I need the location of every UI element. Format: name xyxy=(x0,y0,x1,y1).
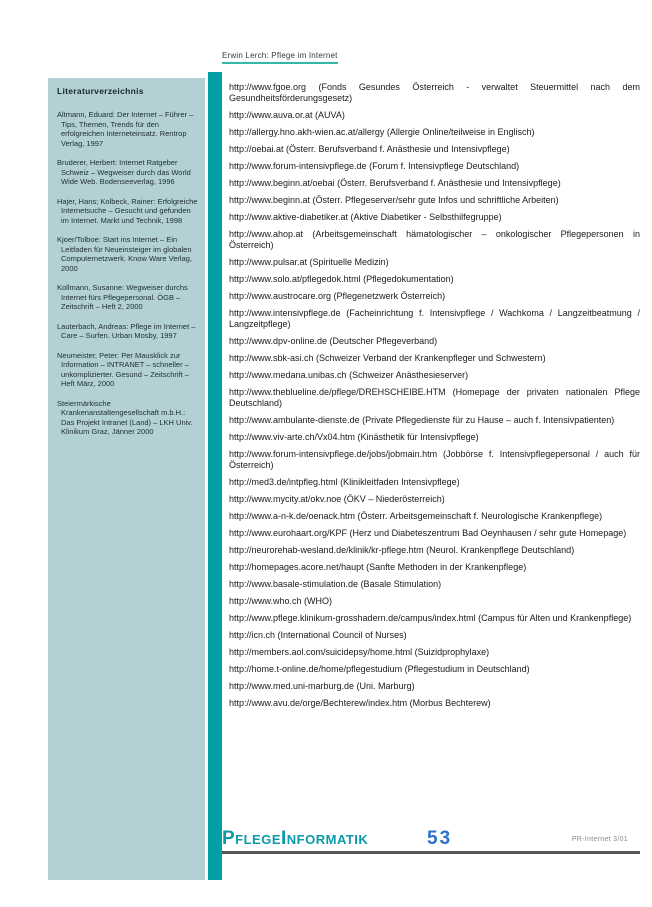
link-item: http://members.aol.com/suicidepsy/home.html (Suizidprophylaxe) xyxy=(229,647,490,657)
link-item: http://icn.ch (International Council of Nurses) xyxy=(229,630,407,640)
link-item: http://neurorehab-wesland.de/klinik/kr-pflege.htm (Neurol. Krankenpflege Deutschland) xyxy=(229,545,575,555)
reference-item: Steiermärkische Krankenanstaltengesellschaft m.b.H.: Das Projekt Intranet (Land) – LKH Univ. Klinikum Graz, Jänner 2000 xyxy=(57,398,193,436)
link-item: http://www.avu.de/orge/Bechterew/index.htm (Morbus Bechterew) xyxy=(229,698,491,708)
page-footer xyxy=(222,828,640,854)
link-item: http://www.fgoe.org (Fonds Gesundes Österreich - verwaltet Steuermittel nach dem Gesundheitsförderungsgesetz) xyxy=(229,82,640,103)
link-item: http://www.ambulante-dienste.de (Private Pflegedienste für zu Hause – auch f. Intensivpatienten) xyxy=(229,415,615,425)
link-item: http://www.forum-intensivpflege.de/jobs/jobmain.htm (Jobbörse f. Intensivpflegepersonal / auch für Österreich) xyxy=(229,449,640,470)
footer-page-number: 53 xyxy=(427,828,453,849)
link-item: http://www.a-n-k.de/oenack.htm (Österr. Arbeitsgemeinschaft f. Neurologische Krankenpflege) xyxy=(229,511,603,521)
reference-item: Kjoer/Tolboe: Start ins Internet – Ein Leitfaden für Neueinsteiger im globalen Computernetzwerk. Know Ware Verlag, 2000 xyxy=(57,235,193,273)
link-list xyxy=(229,82,640,709)
reference-item: Lauterbach, Andreas: Pflege im Internet – Care – Surfen. Urban Mosby, 1997 xyxy=(57,321,196,340)
link-item: http://www.aktive-diabetiker.at (Aktive Diabetiker - Selbsthilfegruppe) xyxy=(229,212,502,222)
link-item: http://www.auva.or.at (AUVA) xyxy=(229,110,345,120)
reference-item: Bruderer, Herbert: Internet Ratgeber Schweiz – Wegweiser durch das World Wide Web. Bodenseeverlag, 1996 xyxy=(57,158,191,186)
footer-wordmark: PflegeInformatik xyxy=(222,828,369,849)
reference-item: Kollmann, Susanne: Wegweiser durchs Internet fürs Pflegepersonal. ÖGB – Zeitschrift – Heft 2, 2000 xyxy=(57,283,188,311)
reference-list xyxy=(57,110,198,437)
link-item: http://www.ahop.at (Arbeitsgemeinschaft hämatologischer – onkologischer Pflegepersonen in Österreich) xyxy=(229,229,640,250)
reference-item: Hajer, Hans; Kolbeck, Rainer: Erfolgreiche Internetsuche – Gesucht und gefunden im Internet. Markt und Technik, 1998 xyxy=(57,196,198,225)
link-item: http://www.basale-stimulation.de (Basale Stimulation) xyxy=(229,579,442,589)
link-list-column xyxy=(229,82,640,715)
sidebar-title: Literaturverzeichnis xyxy=(57,86,144,96)
running-header: Erwin Lerch: Pflege im Internet xyxy=(222,51,338,64)
link-item: http://www.forum-intensivpflege.de (Forum f. Intensivpflege Deutschland) xyxy=(229,161,520,171)
link-item: http://www.med.uni-marburg.de (Uni. Marburg) xyxy=(229,681,415,691)
link-item: http://oebai.at (Österr. Berufsverband f. Anästhesie und Intensivpflege) xyxy=(229,144,510,154)
link-item: http://www.medana.unibas.ch (Schweizer Anästhesieserver) xyxy=(229,370,469,380)
link-item: http://www.viv-arte.ch/Vx04.htm (Kinästhetik für Intensivpflege) xyxy=(229,432,479,442)
link-item: http://www.austrocare.org (Pflegenetzwerk Österreich) xyxy=(229,291,446,301)
link-item: http://www.pulsar.at (Spirituelle Medizin) xyxy=(229,257,389,267)
link-item: http://homepages.acore.net/haupt (Sanfte Methoden in der Krankenpflege) xyxy=(229,562,527,572)
link-item: http://www.mycity.at/okv.noe (ÖKV – Niederösterreich) xyxy=(229,494,445,504)
footer-rule xyxy=(222,851,640,854)
link-item: http://www.sbk-asi.ch (Schweizer Verband der Krankenpfleger und Schwestern) xyxy=(229,353,546,363)
footer-issue-label: PR-Internet 3/01 xyxy=(571,836,628,843)
link-item: http://allergy.hno.akh-wien.ac.at/allergy (Allergie Online/teilweise in Englisch) xyxy=(229,127,535,137)
link-item: http://www.dpv-online.de (Deutscher Pflegeverband) xyxy=(229,336,438,346)
reference-item: Neumeister, Peter: Per Mausklick zur Information – INTRANET – schneller – unkomplizierter. Gesund – Zeitschrift – Heft März, 2000 xyxy=(57,350,189,388)
teal-divider-bar xyxy=(208,72,222,880)
link-item: http://www.beginn.at (Österr. Pflegeserver/sehr gute Infos und schriftliche Arbeiten) xyxy=(229,195,559,205)
link-item: http://www.theblueline.de/pflege/DREHSCHEIBE.HTM (Homepage der privaten nationalen Pflege Deutschland) xyxy=(229,387,640,408)
link-item: http://www.beginn.at/oebai (Österr. Berufsverband f. Anästhesie und Intensivpflege) xyxy=(229,178,561,188)
reference-item: Altmann, Eduard: Der Internet – Führer – Tips, Themen, Trends für den erfolgreichen Interneteinsatz. Rentrop Verlag, 1997 xyxy=(57,110,194,148)
link-item: http://www.eurohaart.org/KPF (Herz und Diabeteszentrum Bad Oeynhausen / sehr gute Homepage) xyxy=(229,528,627,538)
link-item: http://www.intensivpflege.de (Facheinrichtung f. Intensivpflege / Wachkoma / Langzeitbeatmung / Langzeitpflege) xyxy=(229,308,640,329)
link-item: http://home.t-online.de/home/pflegestudium (Pflegestudium in Deutschland) xyxy=(229,664,530,674)
literature-sidebar xyxy=(48,78,205,880)
link-item: http://www.who.ch (WHO) xyxy=(229,596,333,606)
link-item: http://med3.de/intpfleg.html (Klinikleitfaden Intensivpflege) xyxy=(229,477,460,487)
link-item: http://www.pflege.klinikum-grosshadern.de/campus/index.html (Campus für Alten und Krankenpflege) xyxy=(229,613,632,623)
link-item: http://www.solo.at/pflegedok.html (Pflegedokumentation) xyxy=(229,274,454,284)
